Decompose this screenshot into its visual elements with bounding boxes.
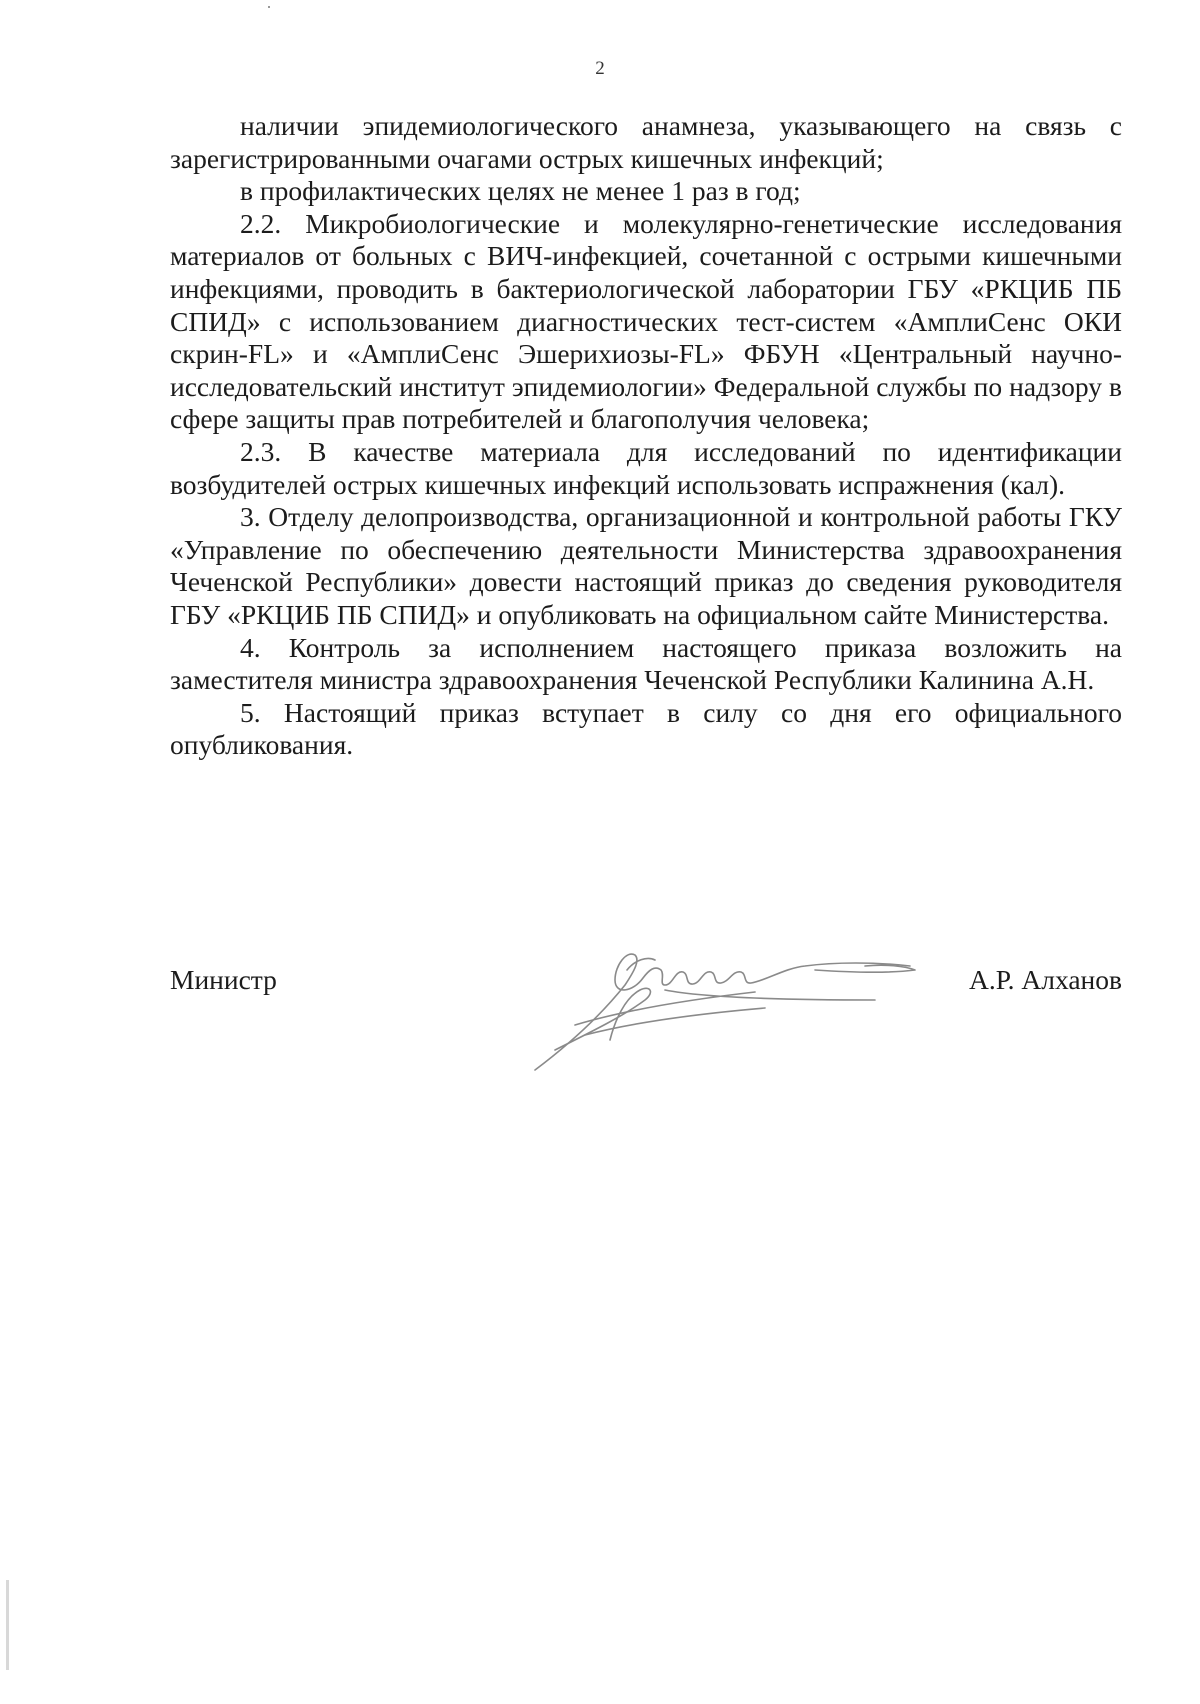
paragraph-5: 5. Настоящий приказ вступает в силу со дня его официального опубликования. <box>170 696 1122 761</box>
signature-block <box>170 950 1122 1080</box>
page-number: 2 <box>595 58 605 79</box>
scan-artifact <box>6 1580 9 1670</box>
document-body <box>170 110 1122 762</box>
paragraph-3: 3. Отделу делопроизводства, организационной и контрольной работы ГКУ «Управление по обеспечению деятельности Министерства здравоохранения Чеченской Республики» довести настоящий приказ до сведения руководителя ГБУ «РКЦИБ ПБ СПИД» и опубликовать на официальном сайте Министерства. <box>170 501 1122 630</box>
paragraph-2-3: 2.3. В качестве материала для исследований по идентификации возбудителей острых кишечных инфекций использовать испражнения (кал). <box>170 435 1122 500</box>
signatory-name: А.Р. Алханов <box>969 964 1122 995</box>
paragraph-4: 4. Контроль за исполнением настоящего приказа возложить на заместителя министра здравоохранения Чеченской Республики Калинина А.Н. <box>170 631 1122 696</box>
scan-artifact <box>268 6 270 8</box>
paragraph-2-2: 2.2. Микробиологические и молекулярно-генетические исследования материалов от больных с ВИЧ-инфекцией, сочетанной с острыми кишечными инфекциями, проводить в бактериологической лаборатории ГБУ «РКЦИБ ПБ СПИД» с использованием диагностических тест-систем «АмплиСенс ОКИ скрин-FL» и «АмплиСенс Эшерихиозы-FL» ФБУН «Центральный научно-исследовательский институт эпидемиологии» Федеральной службы по надзору в сфере защиты прав потребителей и благополучия человека; <box>170 207 1122 435</box>
signatory-position: Министр <box>170 964 277 995</box>
handwritten-signature <box>515 930 925 1080</box>
paragraph-prophylactic: в профилактических целях не менее 1 раз в год; <box>240 175 801 207</box>
paragraph-anamnesis: наличии эпидемиологического анамнеза, указывающего на связь с зарегистрированными очагами острых кишечных инфекций; <box>170 110 1122 174</box>
